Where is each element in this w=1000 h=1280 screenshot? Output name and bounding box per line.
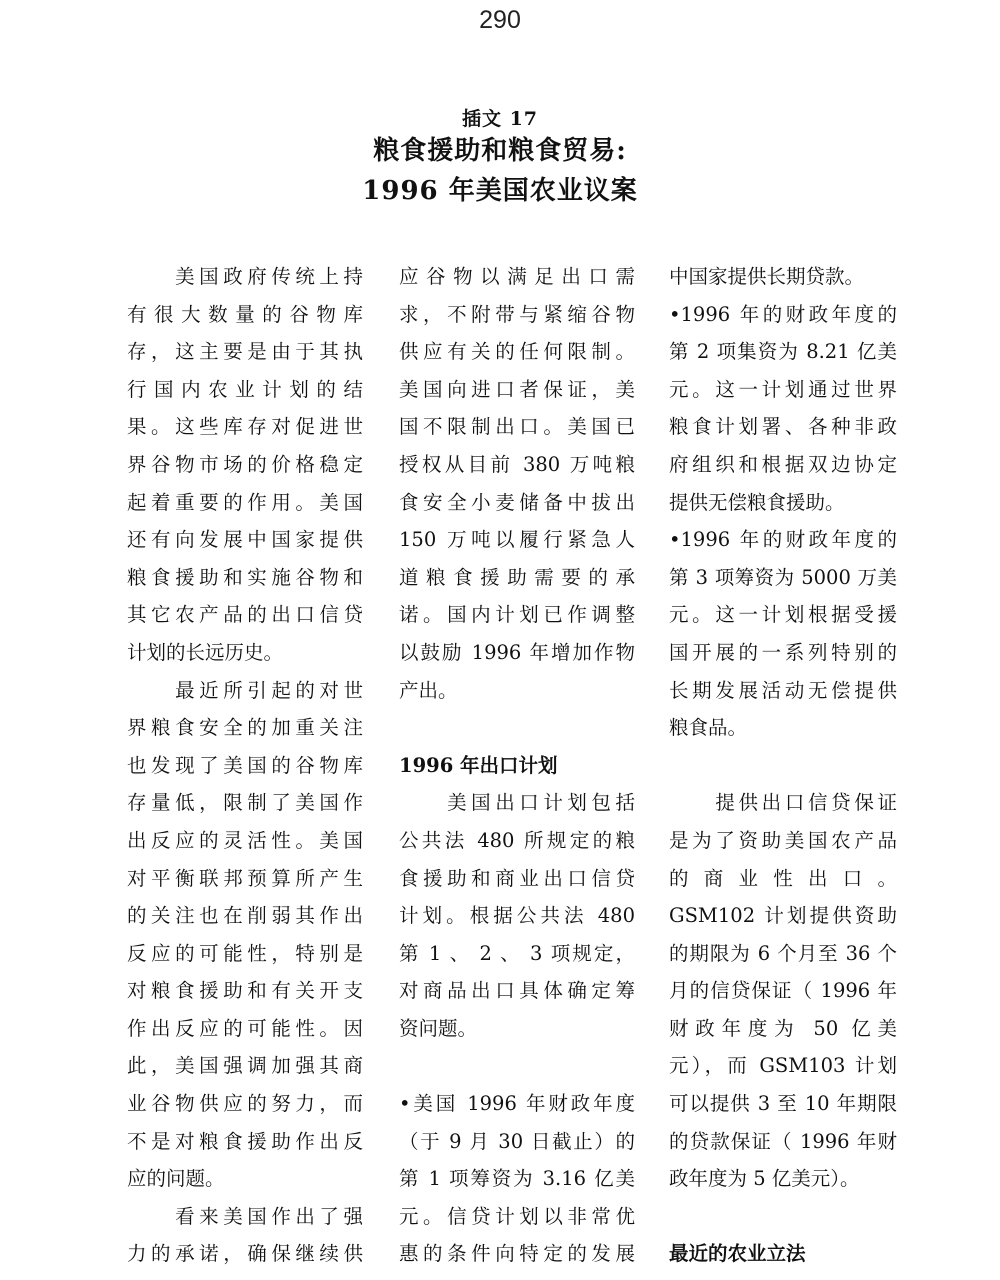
text-line: 财政年度为 50 亿美 bbox=[669, 1016, 897, 1040]
text-line: 存量低，限制了美国作 bbox=[127, 791, 363, 815]
blank-line bbox=[669, 1198, 897, 1236]
text-line: 反应的可能性，特别是 bbox=[127, 941, 363, 965]
text-line: 产出。 bbox=[399, 678, 458, 702]
text-line: （于 9 月 30 日截止）的 bbox=[399, 1129, 635, 1153]
text-line: •1996 年的财政年度的 bbox=[669, 528, 897, 552]
blank-line bbox=[669, 747, 897, 785]
text-line: 提供无偿粮食援助。 bbox=[669, 490, 845, 514]
text-line: 不是对粮食援助作出反 bbox=[127, 1129, 363, 1153]
text-line: 最近所引起的对世 bbox=[127, 678, 363, 702]
text-line: 公共法 480 所规定的粮 bbox=[399, 828, 635, 852]
text-line: 可以提供 3 至 10 年期限 bbox=[669, 1092, 897, 1116]
text-line: 第 3 项筹资为 5000 万美 bbox=[669, 565, 897, 589]
text-line: 是为了资助美国农产品 bbox=[669, 828, 897, 852]
blank-line bbox=[399, 1047, 635, 1085]
text-line: 中国家提供长期贷款。 bbox=[669, 265, 865, 288]
text-line: 150 万吨以履行紧急人 bbox=[399, 528, 635, 552]
text-line: 粮食计划署、各种非政 bbox=[669, 415, 897, 439]
text-line: 力的承诺，确保继续供 bbox=[127, 1242, 363, 1266]
text-line: 食援助和商业出口信贷 bbox=[399, 866, 635, 890]
text-line: 起着重要的作用。美国 bbox=[127, 490, 363, 514]
text-line: 府组织和根据双边协定 bbox=[669, 452, 897, 476]
text-line: 诺。国内计划已作调整 bbox=[399, 603, 635, 627]
text-column-2 bbox=[399, 258, 635, 1273]
text-line: 的期限为 6 个月至 36 个 bbox=[669, 941, 897, 965]
text-line: 国开展的一系列特别的 bbox=[669, 640, 897, 664]
text-line: 元。这一计划通过世界 bbox=[669, 377, 897, 401]
text-line: 政年度为 5 亿美元）。 bbox=[669, 1167, 860, 1191]
text-line: 资问题。 bbox=[399, 1016, 478, 1040]
text-line: 第 1 项筹资为 3.16 亿美 bbox=[399, 1167, 635, 1191]
text-line: 的贷款保证（ 1996 年财 bbox=[669, 1129, 897, 1153]
text-line: 的 商 业 性 出 口 。 bbox=[669, 866, 897, 890]
text-line: 元。这一计划根据受援 bbox=[669, 603, 897, 627]
section-heading: 1996 年出口计划 bbox=[399, 753, 558, 777]
text-line: 第 2 项集资为 8.21 亿美 bbox=[669, 340, 897, 364]
text-line: 对平衡联邦预算所产生 bbox=[127, 866, 363, 890]
text-line: 果。这些库存对促进世 bbox=[127, 415, 363, 439]
text-line: 粮食援助和实施谷物和 bbox=[127, 565, 363, 589]
text-column-3 bbox=[669, 258, 897, 1273]
text-column-1 bbox=[127, 258, 363, 1273]
text-line: •美国 1996 年财政年度 bbox=[399, 1092, 635, 1116]
text-line: 美国政府传统上持 bbox=[127, 265, 363, 288]
page-number: 290 bbox=[479, 6, 521, 34]
text-line: 的关注也在削弱其作出 bbox=[127, 904, 363, 928]
text-line: 授权从目前 380 万吨粮 bbox=[399, 452, 635, 476]
text-line: 还有向发展中国家提供 bbox=[127, 528, 363, 552]
text-line: 第 1 、 2 、 3 项规定， bbox=[399, 941, 635, 965]
text-line: 计划的长远历史。 bbox=[127, 640, 284, 664]
text-line: 食安全小麦储备中拔出 bbox=[399, 490, 635, 514]
text-line: •1996 年的财政年度的 bbox=[669, 302, 897, 326]
insert-title-line-2: 1996 年美国农业议案 bbox=[362, 176, 638, 206]
text-line: 提供出口信贷保证 bbox=[669, 791, 897, 815]
text-line: 作出反应的可能性。因 bbox=[127, 1016, 363, 1040]
text-line: 业谷物供应的努力，而 bbox=[127, 1092, 363, 1116]
text-line: 存，这主要是由于其执 bbox=[127, 340, 363, 364]
section-heading: 最近的农业立法 bbox=[669, 1242, 806, 1266]
text-line: 其它农产品的出口信贷 bbox=[127, 603, 363, 627]
text-line: 粮食品。 bbox=[669, 716, 748, 740]
text-line: 对商品出口具体确定筹 bbox=[399, 979, 635, 1003]
text-line: 出反应的灵活性。美国 bbox=[127, 828, 363, 852]
text-line: 应的问题。 bbox=[127, 1167, 225, 1191]
text-line: 计划。根据公共法 480 bbox=[399, 904, 635, 928]
text-line: 美国向进口者保证，美 bbox=[399, 377, 635, 401]
blank-line bbox=[399, 709, 635, 747]
insert-title-line-1: 粮食援助和粮食贸易: bbox=[373, 136, 627, 166]
text-line: 以鼓励 1996 年增加作物 bbox=[399, 640, 635, 664]
text-line: 此，美国强调加强其商 bbox=[127, 1054, 363, 1078]
text-line: 求，不附带与紧缩谷物 bbox=[399, 302, 635, 326]
text-line: 美国出口计划包括 bbox=[399, 791, 635, 815]
insert-header bbox=[0, 106, 1000, 210]
text-line: 元），而 GSM103 计划 bbox=[669, 1054, 897, 1078]
text-line: 元。信贷计划以非常优 bbox=[399, 1204, 635, 1228]
text-line: 供应有关的任何限制。 bbox=[399, 340, 635, 364]
text-line: 看来美国作出了强 bbox=[127, 1204, 363, 1228]
text-line: 行国内农业计划的结 bbox=[127, 377, 363, 401]
text-line: 道粮食援助需要的承 bbox=[399, 565, 635, 589]
text-line: 也发现了美国的谷物库 bbox=[127, 753, 363, 777]
text-line: 界谷物市场的价格稳定 bbox=[127, 452, 363, 476]
text-line: 长期发展活动无偿提供 bbox=[669, 678, 897, 702]
insert-label: 插文 17 bbox=[461, 108, 539, 130]
text-line: 国不限制出口。美国已 bbox=[399, 415, 635, 439]
text-line: 对粮食援助和有关开支 bbox=[127, 979, 363, 1003]
text-line: 惠的条件向特定的发展 bbox=[399, 1242, 635, 1266]
text-line: GSM102 计划提供资助 bbox=[669, 904, 897, 928]
text-line: 界粮食安全的加重关注 bbox=[127, 716, 363, 740]
text-line: 月的信贷保证（ 1996 年 bbox=[669, 979, 897, 1003]
text-line: 有很大数量的谷物库 bbox=[127, 302, 363, 326]
text-line: 应谷物以满足出口需 bbox=[399, 265, 635, 288]
